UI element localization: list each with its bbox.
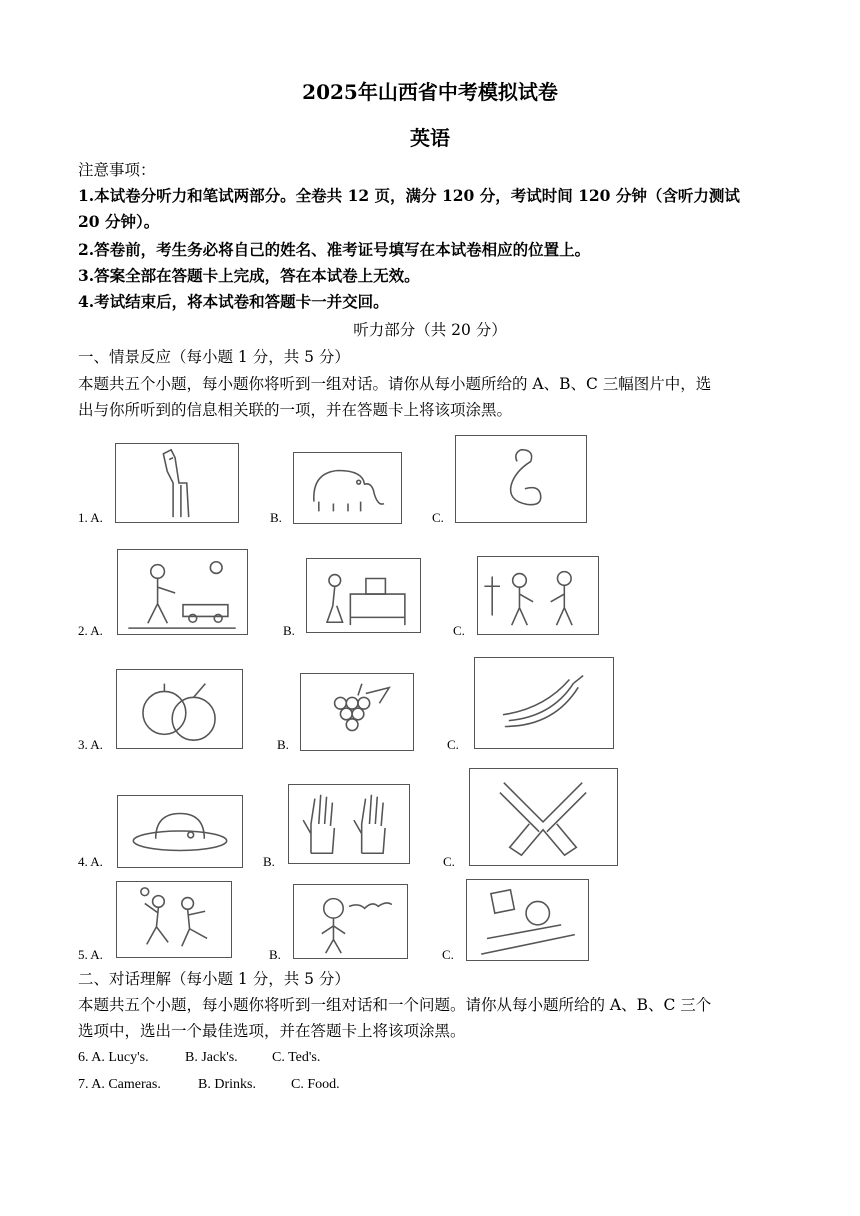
sneezing-girl-icon [293,884,408,959]
q5-label-a: 5. A. [78,947,103,962]
notice-item-2: 2.答卷前，考生务必将自己的姓名、准考证号填写在本试卷相应的位置上。 [78,240,591,259]
grapes-icon [300,673,414,751]
subject-title: 英语 [410,126,450,150]
q6-option-a: 6. A. Lucy's. [78,1050,149,1065]
hat-icon [117,795,243,868]
notice-item-1-line-2: 20 分钟）。 [78,212,160,231]
gloves-icon [288,784,410,864]
notice-item-3: 3.答案全部在答题卡上完成，答在本试卷上无效。 [78,266,420,285]
q3-label-b: B. [277,737,289,752]
scarf-icon [469,768,618,866]
q5-label-c: C. [442,947,454,962]
section-1-heading: 一、情景反应（每小题 1 分，共 5 分） [78,348,350,366]
oranges-icon [116,669,243,749]
section-2-instruction-line-1: 本题共五个小题，每小题你将听到一组对话和一个问题。请你从每小题所给的 A、B、C 三个 [78,996,712,1014]
snake-icon [455,435,587,523]
q7-option-b: B. Drinks. [198,1077,256,1092]
sick-in-bed-icon [466,879,589,961]
bananas-icon [474,657,614,749]
elephant-icon [293,452,402,524]
q7-option-a: 7. A. Cameras. [78,1077,161,1092]
playing-ball-icon [116,881,232,958]
notice-heading: 注意事项： [78,161,156,179]
section-1-instruction-line-2: 出与你所听到的信息相关联的一项，并在答题卡上将该项涂黑。 [78,401,513,419]
q3-label-c: C. [447,737,459,752]
q2-label-c: C. [453,623,465,638]
section-2-instruction-line-2: 选项中，选出一个最佳选项，并在答题卡上将该项涂黑。 [78,1022,466,1040]
notice-item-1-line-1: 1.本试卷分听力和笔试两部分。全卷共 12 页，满分 120 分，考试时间 120 分钟（含听力测试 [78,186,740,205]
q2-label-a: 2. A. [78,623,103,638]
q4-label-b: B. [263,854,275,869]
listening-header: 听力部分（共 20 分） [353,321,507,339]
q6-option-b: B. Jack's. [185,1050,238,1065]
page-title: 2025年山西省中考模拟试卷 [302,80,558,104]
q1-label-c: C. [432,510,444,525]
crossing-street-icon [117,549,248,635]
giraffe-icon [115,443,239,523]
notice-item-4: 4.考试结束后，将本试卷和答题卡一并交回。 [78,292,389,311]
q5-label-b: B. [269,947,281,962]
q4-label-c: C. [443,854,455,869]
planting-trees-icon [477,556,599,635]
q7-option-c: C. Food. [291,1077,340,1092]
making-bed-icon [306,558,421,633]
q1-label-b: B. [270,510,282,525]
q3-label-a: 3. A. [78,737,103,752]
section-1-instruction-line-1: 本题共五个小题，每小题你将听到一组对话。请你从每小题所给的 A、B、C 三幅图片中，选 [78,375,712,393]
q6-option-c: C. Ted's. [272,1050,321,1065]
section-2-heading: 二、对话理解（每小题 1 分，共 5 分） [78,970,350,988]
q2-label-b: B. [283,623,295,638]
q4-label-a: 4. A. [78,854,103,869]
q1-label-a: 1. A. [78,510,103,525]
